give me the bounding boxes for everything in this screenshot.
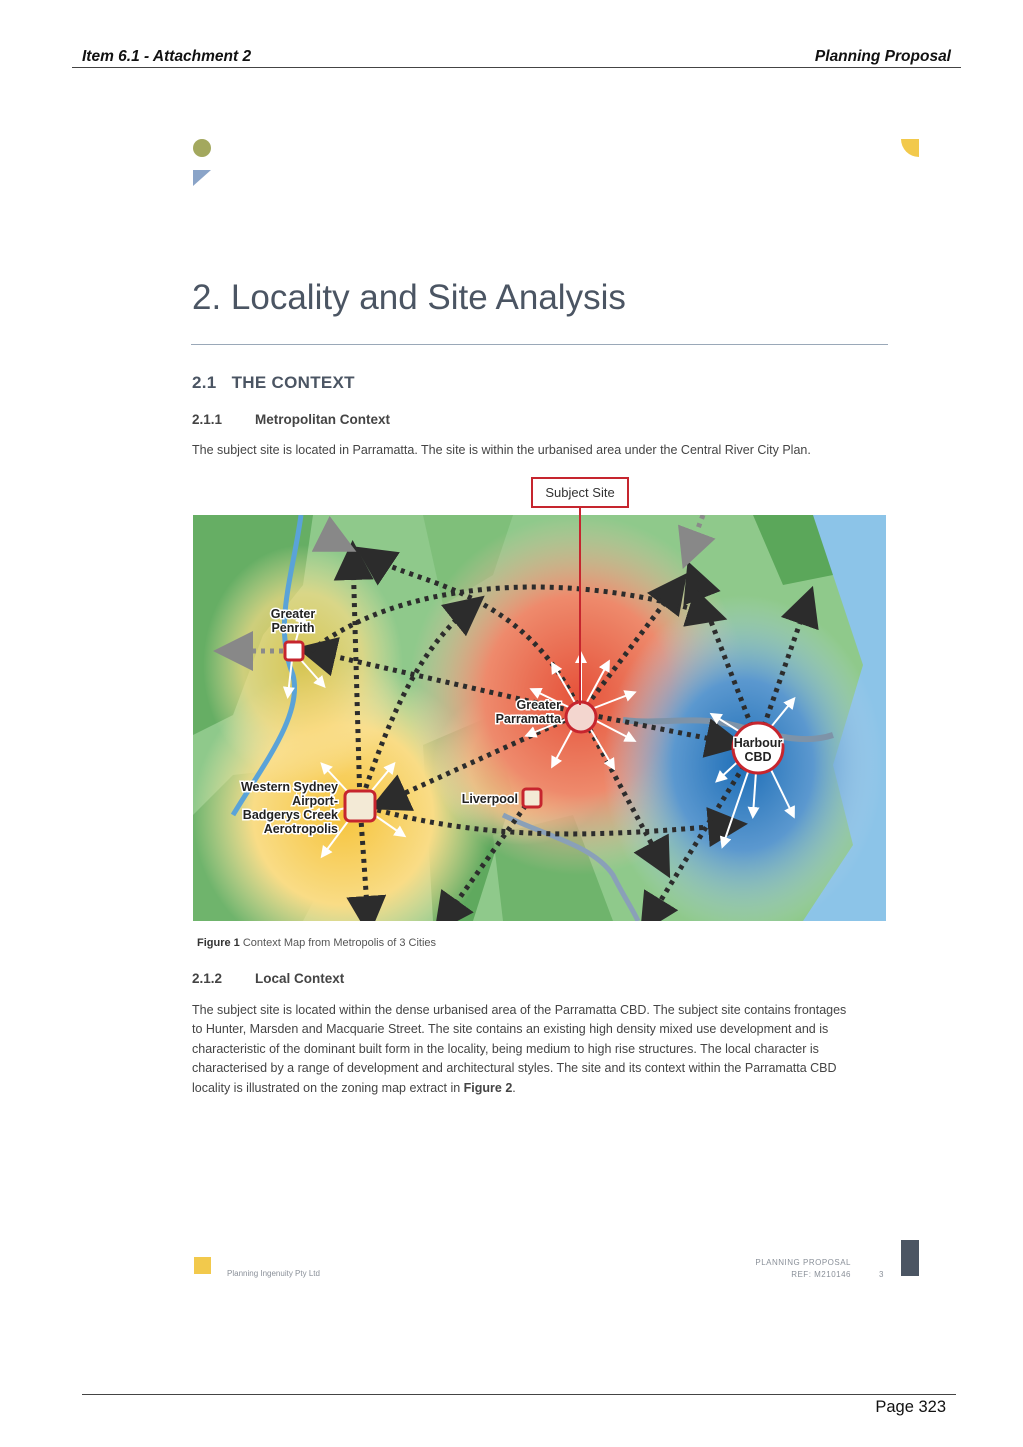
map-label-ws-4: Aerotropolis [263,822,338,836]
subsection-heading-metropolitan [192,412,390,427]
document-type-header: Planning Proposal [814,48,951,65]
page-title: 2. Locality and Site Analysis [192,278,626,317]
figure-caption [197,937,436,949]
olive-dot-icon [193,139,211,157]
footer-reference: REF: M210146 [791,1270,851,1279]
footer-company: Planning Ingenuity Pty Ltd [227,1269,320,1278]
page-number: Page 323 [875,1398,946,1416]
section-heading: 2.1 THE CONTEXT [192,373,355,392]
paragraph-line: to Hunter, Marsden and Macquarie Street. The site contains an existing high density mixed use development and is [192,1022,829,1037]
map-label-harbour-1: Harbour [733,736,783,750]
subsection-label: Local Context [255,971,345,986]
map-label-penrith-1: Greater [270,607,316,621]
penrith-marker [285,642,303,660]
decorative-shapes [190,136,930,192]
western-sydney-marker [345,791,375,821]
context-map [193,515,886,921]
paragraph-line: locality is illustrated on the zoning map extract in Figure 2. [192,1080,516,1095]
subsection-label: Metropolitan Context [255,412,390,427]
paragraph-line: characteristic of the dominant built form in the locality, being medium to high rise structures. The local character is [192,1041,819,1056]
figure-caption-text: Context Map from Metropolis of 3 Cities [242,937,437,949]
figure-number: Figure 1 [197,937,240,949]
local-context-paragraph [192,1001,892,1098]
paragraph-line: characterised by a range of development and architectural styles. The site and its context within the Parramatta CBD [192,1061,837,1076]
map-label-ws-1: Western Sydney [240,780,338,794]
metropolitan-paragraph: The subject site is located in Parramatta. The site is within the urbanised area under the Central River City Plan. [192,443,811,457]
map-label-ws-3: Badgerys Creek [242,808,338,822]
yellow-quarter-icon [901,139,919,157]
subsection-number: 2.1.1 [192,412,223,427]
subsection-heading-local [192,971,344,986]
footer-page-number: 3 [879,1270,884,1279]
footer-rule [82,1394,956,1395]
map-label-ws-2: Airport- [292,794,338,808]
footer-dark-bar [901,1240,919,1276]
liverpool-marker [523,789,541,807]
map-label-harbour-2: CBD [744,750,772,764]
map-label-penrith-2: Penrith [271,621,315,635]
attachment-header: Item 6.1 - Attachment 2 [82,48,252,65]
parramatta-marker [566,702,596,732]
title-rule [191,344,888,345]
map-label-liverpool: Liverpool [461,792,518,806]
figure-reference: Figure 2 [463,1080,513,1095]
blue-triangle-icon [193,170,211,186]
paragraph-line: The subject site is located within the dense urbanised area of the Parramatta CBD. The subject site contains frontages [192,1003,847,1017]
callout-leader-line [579,508,581,705]
map-label-parramatta-2: Parramatta [495,712,561,726]
footer-document-name: PLANNING PROPOSAL [755,1258,851,1267]
map-label-parramatta-1: Greater [516,698,561,712]
footer-yellow-square [194,1257,211,1274]
subject-site-callout: Subject Site [531,477,629,508]
subsection-number: 2.1.2 [192,971,223,986]
header-rule [72,67,961,68]
